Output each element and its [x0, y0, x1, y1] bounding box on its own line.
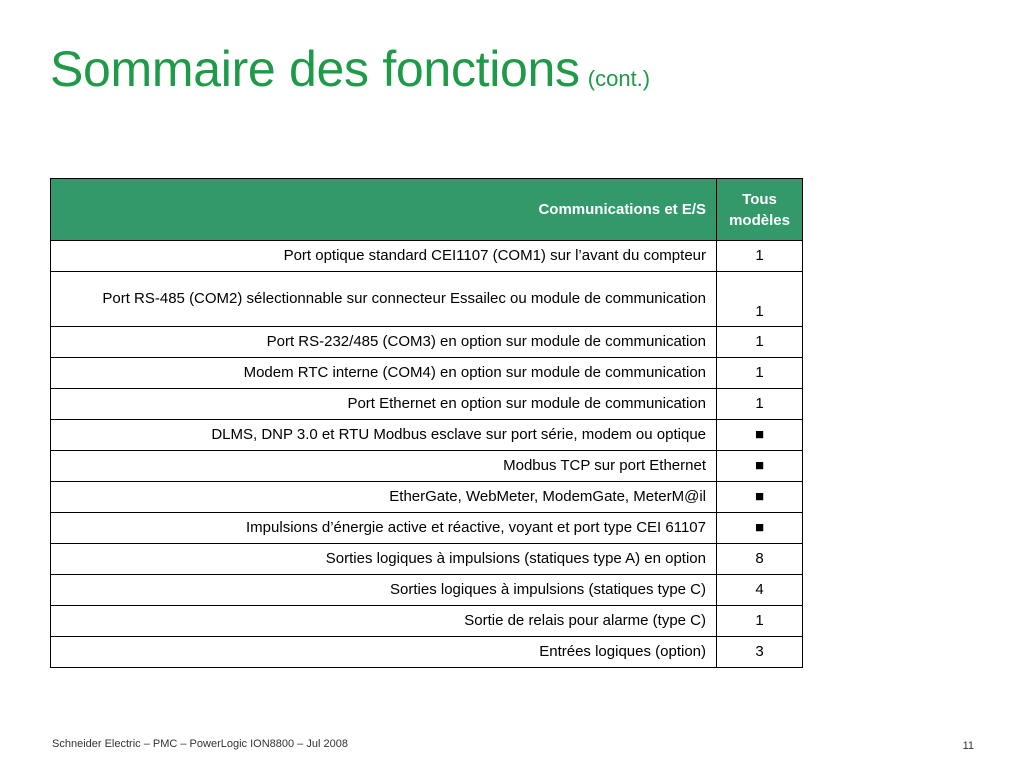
value-cell: 1	[717, 358, 803, 389]
value-cell: ■	[717, 420, 803, 451]
table-row	[51, 272, 803, 327]
table-row	[51, 358, 803, 389]
table-header-row	[51, 179, 803, 241]
table-row	[51, 513, 803, 544]
feature-cell: Impulsions d’énergie active et réactive, voyant et port type CEI 61107	[51, 513, 717, 544]
value-cell: 1	[717, 389, 803, 420]
feature-cell: Modbus TCP sur port Ethernet	[51, 451, 717, 482]
value-cell: 3	[717, 637, 803, 668]
value-cell: 4	[717, 575, 803, 606]
feature-cell: Port optique standard CEI1107 (COM1) sur l’avant du compteur	[51, 241, 717, 272]
value-cell: ■	[717, 482, 803, 513]
table-row	[51, 389, 803, 420]
features-table	[50, 178, 803, 668]
table-row	[51, 544, 803, 575]
value-cell: 1	[717, 241, 803, 272]
feature-cell: Sorties logiques à impulsions (statiques type C)	[51, 575, 717, 606]
page-number: 11	[962, 740, 974, 752]
table-row	[51, 241, 803, 272]
feature-cell: EtherGate, WebMeter, ModemGate, MeterM@il	[51, 482, 717, 513]
feature-cell: Entrées logiques (option)	[51, 637, 717, 668]
header-communications: Communications et E/S	[51, 179, 717, 241]
value-cell: 1	[717, 606, 803, 637]
table-row	[51, 327, 803, 358]
header-all-models: Tous modèles	[717, 179, 803, 241]
slide-title	[50, 41, 651, 97]
value-cell: 8	[717, 544, 803, 575]
footer-text: Schneider Electric – PMC – PowerLogic ION8800 – Jul 2008	[52, 738, 348, 750]
slide-title-suffix: (cont.)	[587, 66, 651, 91]
table-row	[51, 637, 803, 668]
table-row	[51, 606, 803, 637]
slide-title-main: Sommaire des fonctions	[50, 41, 580, 97]
value-cell: 1	[717, 272, 803, 327]
value-cell: 1	[717, 327, 803, 358]
feature-cell: Sorties logiques à impulsions (statiques type A) en option	[51, 544, 717, 575]
value-cell: ■	[717, 451, 803, 482]
feature-cell: Sortie de relais pour alarme (type C)	[51, 606, 717, 637]
feature-cell: Port Ethernet en option sur module de communication	[51, 389, 717, 420]
table-row	[51, 575, 803, 606]
feature-cell: Port RS-232/485 (COM3) en option sur module de communication	[51, 327, 717, 358]
table-row	[51, 420, 803, 451]
feature-cell: Port RS-485 (COM2) sélectionnable sur connecteur Essailec ou module de communication	[51, 272, 717, 327]
feature-cell: Modem RTC interne (COM4) en option sur module de communication	[51, 358, 717, 389]
table-row	[51, 451, 803, 482]
value-cell: ■	[717, 513, 803, 544]
table-row	[51, 482, 803, 513]
feature-cell: DLMS, DNP 3.0 et RTU Modbus esclave sur port série, modem ou optique	[51, 420, 717, 451]
